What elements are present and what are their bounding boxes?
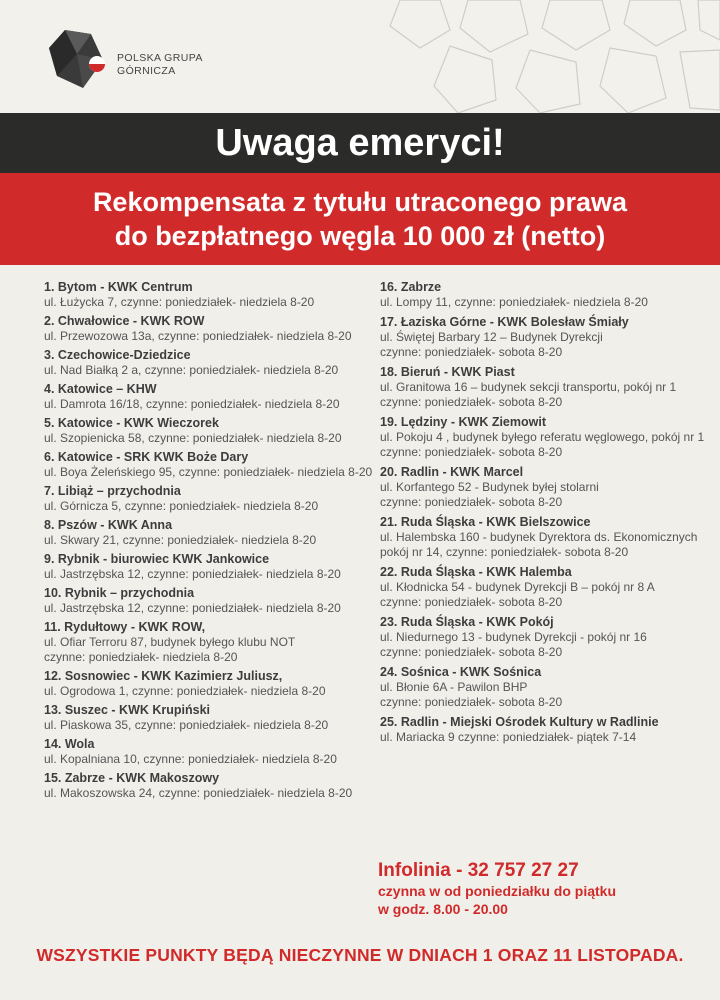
location-heading: 19. Lędziny - KWK Ziemowit <box>380 415 546 429</box>
location-entry <box>44 552 364 582</box>
subtitle-line-2: do bezpłatnego węgla 10 000 zł (netto) <box>114 221 606 251</box>
location-entry <box>380 565 710 610</box>
location-detail: ul. Mariacka 9 czynne: poniedziałek- piątek 7-14 <box>380 730 637 744</box>
location-entry <box>44 518 364 548</box>
location-entry <box>44 416 364 446</box>
location-entry <box>44 348 364 378</box>
hotline-days: czynna w od poniedziałku do piątku <box>378 883 617 899</box>
location-entry <box>44 382 364 412</box>
location-entry <box>380 465 710 510</box>
location-detail: ul. Korfantego 52 - Budynek byłej stolarni <box>380 480 599 494</box>
location-detail: czynne: poniedziałek- sobota 8-20 <box>380 695 563 709</box>
location-heading: 8. Pszów - KWK Anna <box>44 518 173 532</box>
location-entry <box>44 484 364 514</box>
location-detail: czynne: poniedziałek- sobota 8-20 <box>380 445 563 459</box>
location-detail: ul. Jastrzębska 12, czynne: poniedziałek- niedziela 8-20 <box>44 567 341 581</box>
hotline-number: Infolinia - 32 757 27 27 <box>378 860 579 881</box>
location-heading: 23. Ruda Śląska - KWK Pokój <box>380 615 554 629</box>
location-heading: 1. Bytom - KWK Centrum <box>44 280 193 294</box>
location-detail: czynne: poniedziałek- sobota 8-20 <box>380 345 563 359</box>
location-detail: czynne: poniedziałek- sobota 8-20 <box>380 495 563 509</box>
location-entry <box>44 669 364 699</box>
decorative-polygons-icon <box>380 0 720 113</box>
location-detail: ul. Skwary 21, czynne: poniedziałek- niedziela 8-20 <box>44 533 317 547</box>
location-detail: czynne: poniedziałek- sobota 8-20 <box>380 395 563 409</box>
location-entry <box>44 586 364 616</box>
header-area <box>0 0 720 113</box>
location-heading: 17. Łaziska Górne - KWK Bolesław Śmiały <box>380 315 629 329</box>
location-entry <box>44 450 373 480</box>
location-heading: 22. Ruda Śląska - KWK Halemba <box>380 565 572 579</box>
location-entry <box>380 315 710 360</box>
location-entry <box>380 415 710 460</box>
location-detail: czynne: poniedziałek- sobota 8-20 <box>380 645 563 659</box>
location-entry <box>380 280 710 310</box>
location-heading: 21. Ruda Śląska - KWK Bielszowice <box>380 515 591 529</box>
location-heading: 3. Czechowice-Dziedzice <box>44 348 191 362</box>
location-heading: 16. Zabrze <box>380 280 442 294</box>
company-logo <box>47 26 207 96</box>
location-detail: czynne: poniedziałek- sobota 8-20 <box>380 595 563 609</box>
subtitle-band <box>0 173 720 265</box>
location-detail: ul. Łużycka 7, czynne: poniedziałek- niedziela 8-20 <box>44 295 315 309</box>
location-entry <box>380 365 710 410</box>
location-heading: 20. Radlin - KWK Marcel <box>380 465 524 479</box>
location-detail: ul. Makoszowska 24, czynne: poniedziałek- niedziela 8-20 <box>44 786 353 800</box>
location-heading: 12. Sosnowiec - KWK Kazimierz Juliusz, <box>44 669 283 683</box>
location-heading: 6. Katowice - SRK KWK Boże Dary <box>44 450 249 464</box>
location-heading: 15. Zabrze - KWK Makoszowy <box>44 771 220 785</box>
location-detail: ul. Lompy 11, czynne: poniedziałek- niedziela 8-20 <box>380 295 648 309</box>
location-detail: ul. Kopalniana 10, czynne: poniedziałek- niedziela 8-20 <box>44 752 337 766</box>
location-heading: 5. Katowice - KWK Wieczorek <box>44 416 219 430</box>
location-entry <box>44 737 364 767</box>
subtitle-line-1: Rekompensata z tytułu utraconego prawa <box>92 187 628 217</box>
location-detail: ul. Nad Białką 2 a, czynne: poniedziałek- niedziela 8-20 <box>44 363 339 377</box>
location-detail: ul. Granitowa 16 – budynek sekcji transportu, pokój nr 1 <box>380 380 677 394</box>
location-entry <box>380 515 710 560</box>
logo-line-1: POLSKA GRUPA <box>117 52 203 64</box>
hotline-info <box>378 860 708 918</box>
location-heading: 24. Sośnica - KWK Sośnica <box>380 665 542 679</box>
page-title: Uwaga emeryci! <box>0 113 720 173</box>
location-heading: 4. Katowice – KHW <box>44 382 157 396</box>
location-entry <box>44 314 364 344</box>
closure-notice: WSZYSTKIE PUNKTY BĘDĄ NIECZYNNE W DNIACH 1 ORAZ 11 LISTOPADA. <box>36 945 684 965</box>
location-heading: 9. Rybnik - biurowiec KWK Jankowice <box>44 552 270 566</box>
location-detail: ul. Kłodnicka 54 - budynek Dyrekcji B – pokój nr 8 A <box>380 580 655 594</box>
location-detail: ul. Piaskowa 35, czynne: poniedziałek- niedziela 8-20 <box>44 718 329 732</box>
location-entry <box>380 665 710 710</box>
location-heading: 14. Wola <box>44 737 95 751</box>
location-heading: 25. Radlin - Miejski Ośrodek Kultury w Radlinie <box>380 715 659 729</box>
location-detail: ul. Ofiar Terroru 87, budynek byłego klubu NOT <box>44 635 296 649</box>
location-detail: ul. Błonie 6A - Pawilon BHP <box>380 680 528 694</box>
logo-mark-icon <box>47 26 107 92</box>
hotline-hours: w godz. 8.00 - 20.00 <box>378 901 508 917</box>
location-entry <box>44 620 364 665</box>
location-detail: ul. Szopienicka 58, czynne: poniedziałek- niedziela 8-20 <box>44 431 342 445</box>
location-detail: ul. Górnicza 5, czynne: poniedziałek- niedziela 8-20 <box>44 499 319 513</box>
location-detail: ul. Przewozowa 13a, czynne: poniedziałek- niedziela 8-20 <box>44 329 352 343</box>
location-entry <box>44 771 364 801</box>
location-detail: ul. Ogrodowa 1, czynne: poniedziałek- niedziela 8-20 <box>44 684 326 698</box>
location-entry <box>44 703 364 733</box>
left-location-list <box>44 280 373 805</box>
location-entry <box>380 715 710 745</box>
location-detail: ul. Niedurnego 13 - budynek Dyrekcji - pokój nr 16 <box>380 630 647 644</box>
location-detail: ul. Halembska 160 - budynek Dyrektora ds. Ekonomicznych <box>380 530 698 544</box>
location-detail: ul. Pokoju 4 , budynek byłego referatu węglowego, pokój nr 1 <box>380 430 705 444</box>
location-heading: 13. Suszec - KWK Krupiński <box>44 703 211 717</box>
location-heading: 18. Bieruń - KWK Piast <box>380 365 515 379</box>
location-detail: pokój nr 14, czynne: poniedziałek- sobota 8-20 <box>380 545 629 559</box>
location-entry <box>44 280 364 310</box>
location-detail: czynne: poniedziałek- niedziela 8-20 <box>44 650 238 664</box>
location-detail: ul. Świętej Barbary 12 – Budynek Dyrekcji <box>380 330 603 344</box>
location-detail: ul. Damrota 16/18, czynne: poniedziałek- niedziela 8-20 <box>44 397 340 411</box>
location-heading: 2. Chwałowice - KWK ROW <box>44 314 205 328</box>
location-detail: ul. Boya Żeleńskiego 95, czynne: poniedziałek- niedziela 8-20 <box>44 465 373 479</box>
location-heading: 10. Rybnik – przychodnia <box>44 586 195 600</box>
location-entry <box>380 615 710 660</box>
location-detail: ul. Jastrzębska 12, czynne: poniedziałek- niedziela 8-20 <box>44 601 341 615</box>
location-heading: 11. Rydułtowy - KWK ROW, <box>44 620 206 634</box>
location-heading: 7. Libiąż – przychodnia <box>44 484 181 498</box>
right-location-list <box>380 280 710 750</box>
logo-text <box>117 52 203 78</box>
logo-line-2: GÓRNICZA <box>117 65 176 77</box>
